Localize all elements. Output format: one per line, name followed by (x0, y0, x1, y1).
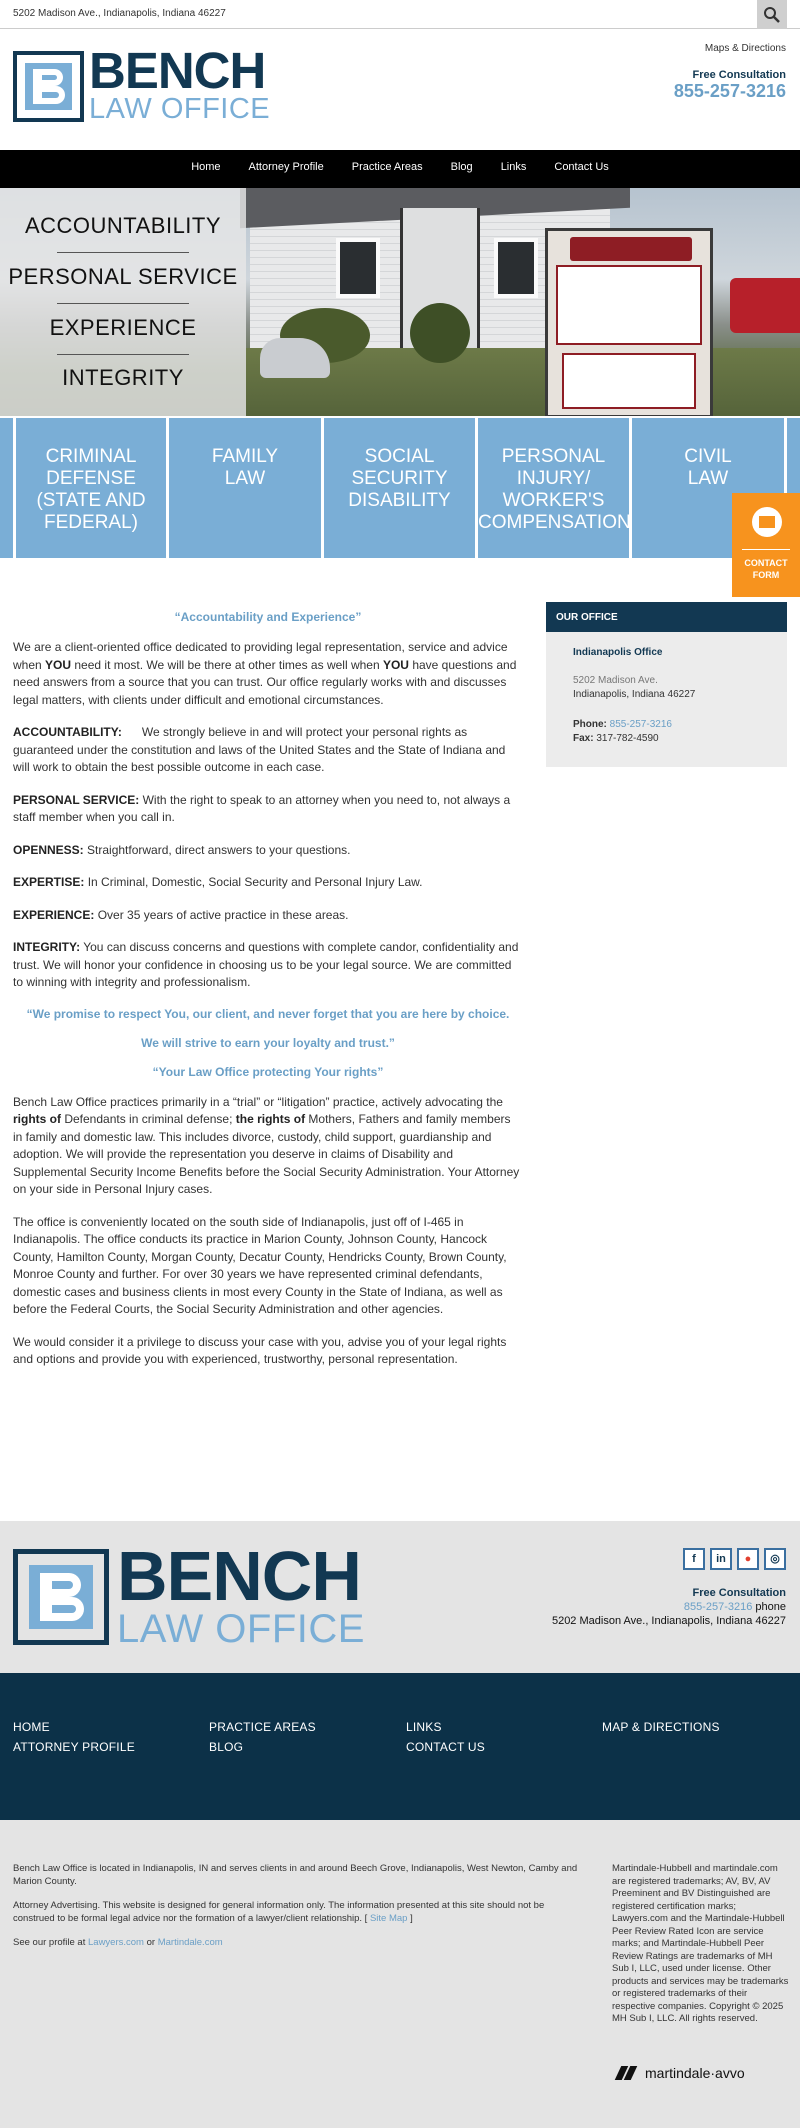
sidebar-heading: OUR OFFICE (546, 602, 787, 632)
envelope-icon (752, 507, 782, 537)
footer-nav-links[interactable]: LINKS (406, 1720, 442, 1734)
footer-logo[interactable]: BENCH LAW OFFICE (13, 1549, 373, 1649)
office-name: Indianapolis Office (573, 647, 663, 658)
trademark-notice: Martindale-Hubbell and martindale.com are registered trademarks; AV, BV, AV Preeminent and BV Distinguished are registered certification marks; Lawyers.com and the Martindale-Hubbell Peer Review Rated Icon are service marks; and Martindale-Hubbell Peer Review Ratings are trademarks of MH Sub I, LLC, used under license. Other products and services may be trademarks or registered trademarks of their respective companies. Copyright © 2025 MH Sub I, LLC. All rights reserved. (612, 1863, 789, 2024)
facebook-icon[interactable]: f (683, 1548, 705, 1570)
intro-paragraph: We are a client-oriented office dedicated to providing legal representation, service and advice when YOU need it most. We will be there at other times as well when YOU have questions and need answers from a source that you can trust. Our office regularly works with and discusses legal matters, with clients under difficult and emotional circumstances. (13, 640, 517, 707)
martindale-avvo-logo[interactable]: martindale·avvo (615, 2065, 745, 2081)
main-nav (0, 150, 800, 188)
office-sign-image (545, 228, 713, 416)
footer-nav-home[interactable]: HOME (13, 1720, 50, 1734)
disclaimer-text: Attorney Advertising. This website is designed for general information only. The information presented at this site should not be construed to be formal legal advice nor the formation of a lawyer/client relationship. [ Site Map ] (13, 1900, 545, 1924)
tile-criminal-defense[interactable]: CRIMINAL DEFENSE (STATE AND FEDERAL) (16, 418, 166, 558)
value-openness: OPENNESS: Straightforward, direct answers to your questions. (13, 842, 351, 857)
free-consultation-label: Free Consultation (692, 69, 786, 81)
office-fax-row: Fax: 317-782-4590 (573, 733, 659, 744)
tile-personal-injury[interactable]: PERSONAL INJURY/ WORKER'S COMPENSATION (478, 418, 629, 558)
nav-attorney-profile[interactable]: Attorney Profile (248, 161, 324, 173)
tile-social-security-disability[interactable]: SOCIAL SECURITY DISABILITY (324, 418, 475, 558)
nav-blog[interactable]: Blog (450, 161, 473, 173)
value-personal-service: PERSONAL SERVICE: With the right to speak to an attorney when you need to, not always a staff member when you call in. (13, 792, 511, 824)
social-links (683, 1548, 786, 1570)
hero-values-panel (0, 188, 246, 416)
martindale-com-link[interactable]: Martindale.com (157, 1937, 223, 1948)
legal-section (0, 1820, 800, 2128)
hero-word-accountability: ACCOUNTABILITY (24, 213, 222, 238)
martindale-avvo-mark-icon (615, 2066, 641, 2080)
nav-home[interactable]: Home (191, 161, 221, 173)
nav-links[interactable]: Links (500, 161, 527, 173)
our-office-sidebar (546, 602, 787, 767)
footer-contact: Free Consultation 855-257-3216 phone 5202 Madison Ave., Indianapolis, Indiana 46227 (551, 1587, 786, 1627)
closing-paragraph: We would consider it a privilege to discuss your case with you, advise you of your legal rights and options and provide you with experienced, trustworthy, personal representation. (13, 1334, 507, 1366)
site-logo[interactable] (13, 42, 273, 125)
value-expertise: EXPERTISE: In Criminal, Domestic, Social Security and Personal Injury Law. (13, 875, 423, 889)
yelp-icon[interactable]: ● (737, 1548, 759, 1570)
office-city: Indianapolis, Indiana 46227 (573, 689, 696, 700)
linkedin-icon[interactable]: in (710, 1548, 732, 1570)
tile-family-law[interactable]: FAMILY LAW (169, 418, 321, 558)
tile-civil-law[interactable]: CIVIL LAW (632, 418, 784, 558)
value-accountability: ACCOUNTABILITY: We strongly believe in and will protect your personal rights as guaranteed under the constitution and laws of the United States and the State of Indiana and will work to obtain the best possible outcome in each case. (13, 725, 506, 774)
header-contact (674, 43, 786, 102)
lawyers-com-link[interactable]: Lawyers.com (88, 1937, 144, 1948)
office-street: 5202 Madison Ave. (573, 675, 658, 686)
value-experience: EXPERIENCE: Over 35 years of active practice in these areas. (13, 907, 349, 922)
hero-banner (0, 188, 800, 416)
practice-paragraph: Bench Law Office practices primarily in a “trial” or “litigation” practice, actively advocating the rights of Defendants in criminal defense; the rights of Mothers, Fathers and family members in family and domestic law. This includes divorce, custody, child support, guardianship and adoption. We will provide the representation you deserve in claims of Disability and Supplemental Security Income Benefits before the Social Security Administration. Your Attorney on your side in Personal Injury cases. (13, 1094, 520, 1196)
logo-word-law-office: LAW OFFICE (89, 93, 271, 125)
tagline-protecting: “Your Law Office protecting Your rights” (152, 1064, 384, 1079)
office-phone-link[interactable]: 855-257-3216 (609, 719, 672, 730)
site-map-link[interactable]: Site Map (369, 1912, 408, 1924)
footer-nav-practice-areas[interactable]: PRACTICE AREAS (209, 1720, 316, 1734)
footer-nav-map-directions[interactable]: MAP & DIRECTIONS (602, 1720, 720, 1734)
footer-address: 5202 Madison Ave., Indianapolis, Indiana 46227 (551, 1615, 786, 1627)
nav-practice-areas[interactable]: Practice Areas (351, 161, 423, 173)
profile-links-text: See our profile at Lawyers.com or Martindale.com (13, 1937, 223, 1948)
footer-logo-mark (13, 1549, 109, 1645)
hero-word-integrity: INTEGRITY (62, 365, 184, 390)
top-address: 5202 Madison Ave., Indianapolis, Indiana 46227 (13, 8, 226, 19)
top-bar (0, 0, 800, 29)
footer-phone-link[interactable]: 855-257-3216 (683, 1601, 753, 1613)
location-paragraph: The office is conveniently located on the south side of Indianapolis, just off of I-465 in Indianapolis. The office conducts its practice in Marion County, Johnson County, Hancock County, Hamilton County, Morgan County, Decatur County, Hendricks County, Brown County, Monroe County and further. For over 30 years we have represented criminal defendants, domestic cases and business clients in most every County in the State of Indiana, as well as before the Federal Courts, the Social Security Administration and other agencies. (13, 1214, 507, 1316)
avvo-icon[interactable]: ◎ (764, 1548, 786, 1570)
footer-nav-contact-us[interactable]: CONTACT US (406, 1740, 485, 1754)
nav-contact-us[interactable]: Contact Us (554, 161, 609, 173)
practice-area-tiles (0, 416, 800, 560)
logo-mark (13, 51, 84, 122)
office-phone-row: Phone: 855-257-3216 (573, 719, 672, 730)
footer-nav-attorney-profile[interactable]: ATTORNEY PROFILE (13, 1740, 135, 1754)
tagline-promise: “We promise to respect You, our client, and never forget that you are here by choice. (26, 1006, 510, 1021)
tagline-loyalty: We will strive to earn your loyalty and trust.” (141, 1035, 395, 1050)
header-phone-link[interactable]: 855-257-3216 (673, 81, 786, 101)
footer-nav (0, 1673, 800, 1820)
main-content (13, 610, 523, 1384)
search-button[interactable] (757, 0, 787, 29)
contact-form-tab[interactable]: CONTACT FORM (732, 493, 800, 597)
site-header (0, 29, 800, 150)
search-icon (763, 6, 781, 24)
logo-word-bench: BENCH (89, 42, 266, 99)
footer-brand (0, 1521, 800, 1673)
maps-directions-link[interactable]: Maps & Directions (704, 43, 786, 54)
value-integrity: INTEGRITY: You can discuss concerns and questions with complete candor, confidentiality and trust. We will honor your confidence in choosing us to be your legal source. We are committed to winning with integrity and professionalism. (13, 940, 519, 989)
footer-nav-blog[interactable]: BLOG (209, 1740, 244, 1754)
service-area-text: Bench Law Office is located in Indianapolis, IN and serves clients in and around Beech Grove, Indianapolis, West Newton, Camby and Marion County. (13, 1863, 578, 1887)
hero-word-experience: EXPERIENCE (49, 315, 197, 340)
tagline-accountability: “Accountability and Experience” (174, 610, 362, 624)
hero-word-personal-service: PERSONAL SERVICE (8, 264, 238, 289)
